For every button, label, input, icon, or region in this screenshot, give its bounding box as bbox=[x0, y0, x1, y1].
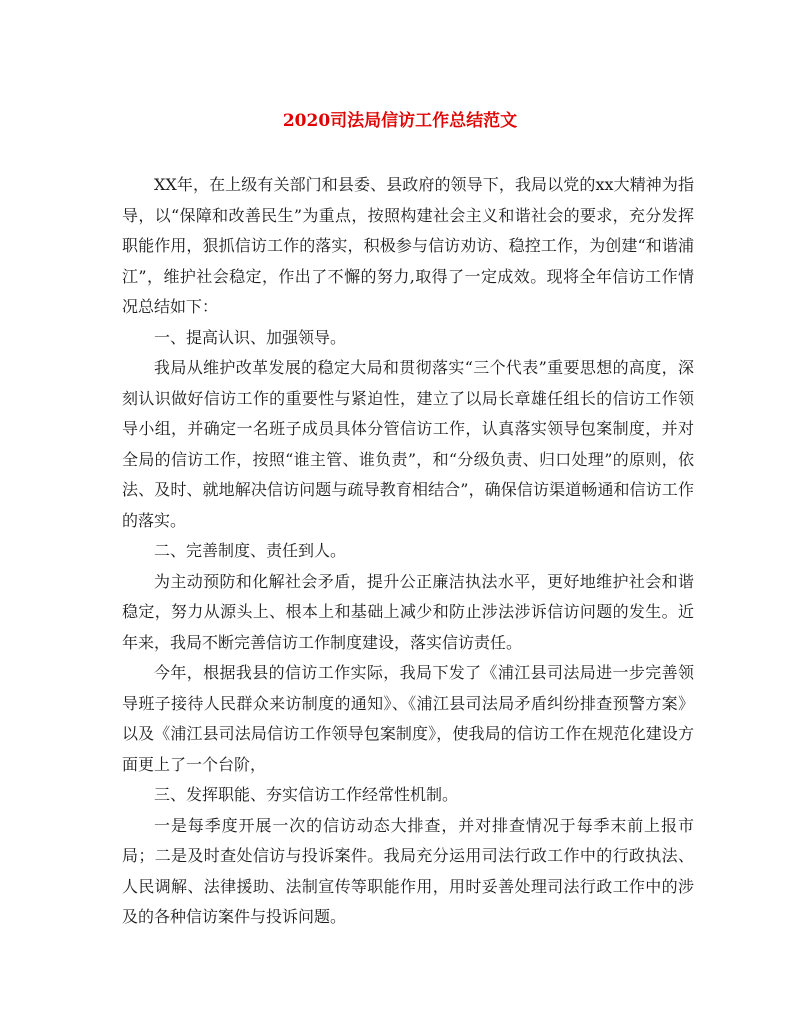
document-title: 2020司法局信访工作总结范文 bbox=[282, 111, 518, 131]
paragraph-section-3: 一是每季度开展一次的信访动态大排查，并对排查情况于每季末前上报市局；二是及时查处信访与投诉案件。我局充分运用司法行政工作中的行政执法、人民调解、法律援助、法制宣传等职能作用，用时妥善处理司法行政工作中的涉及的各种信访案件与投诉问题。 bbox=[122, 815, 694, 926]
paragraph-section-2a: 为主动预防和化解社会矛盾，提升公正廉洁执法水平，更好地维护社会和谐稳定，努力从源头上、根本上和基础上减少和防止涉法涉诉信访问题的发生。近年来，我局不断完善信访工作制度建设，落实信访责任。 bbox=[122, 571, 694, 652]
paragraph-intro: XX年，在上级有关部门和县委、县政府的领导下，我局以党的xx大精神为指导，以“保障和改善民生”为重点，按照构建社会主义和谐社会的要求，充分发挥职能作用，狠抓信访工作的落实，积极参与信访劝访、稳控工作，为创建“和谐浦江”，维护社会稳定，作出了不懈的努力,取得了一定成效。现将全年信访工作情况总结如下： bbox=[122, 175, 694, 316]
document-body bbox=[122, 170, 694, 933]
section-heading-1: 一、提高认识、加强领导。 bbox=[154, 327, 347, 347]
section-heading-2: 二、完善制度、责任到人。 bbox=[154, 541, 347, 560]
paragraph-section-1: 我局从维护改革发展的稳定大局和贯彻落实“三个代表”重要思想的高度，深刻认识做好信访工作的重要性与紧迫性，建立了以局长章雄任组长的信访工作领导小组，并确定一名班子成员具体分管信访工作，认真落实领导包案制度，并对全局的信访工作，按照“谁主管、谁负责”，和“分级负责、归口处理”的原则，依法、及时、就地解决信访问题与疏导教育相结合”，确保信访渠道畅通和信访工作的落实。 bbox=[122, 358, 694, 530]
section-heading-3: 三、发挥职能、夯实信访工作经常性机制。 bbox=[154, 785, 459, 804]
paragraph-section-2b: 今年，根据我县的信访工作实际，我局下发了《浦江县司法局进一步完善领导班子接待人民群众来访制度的通知》、《浦江县司法局矛盾纠纷排查预警方案》以及《浦江县司法局信访工作领导包案制度》，使我局的信访工作在规范化建设方面更上了一个台阶， bbox=[122, 663, 694, 774]
